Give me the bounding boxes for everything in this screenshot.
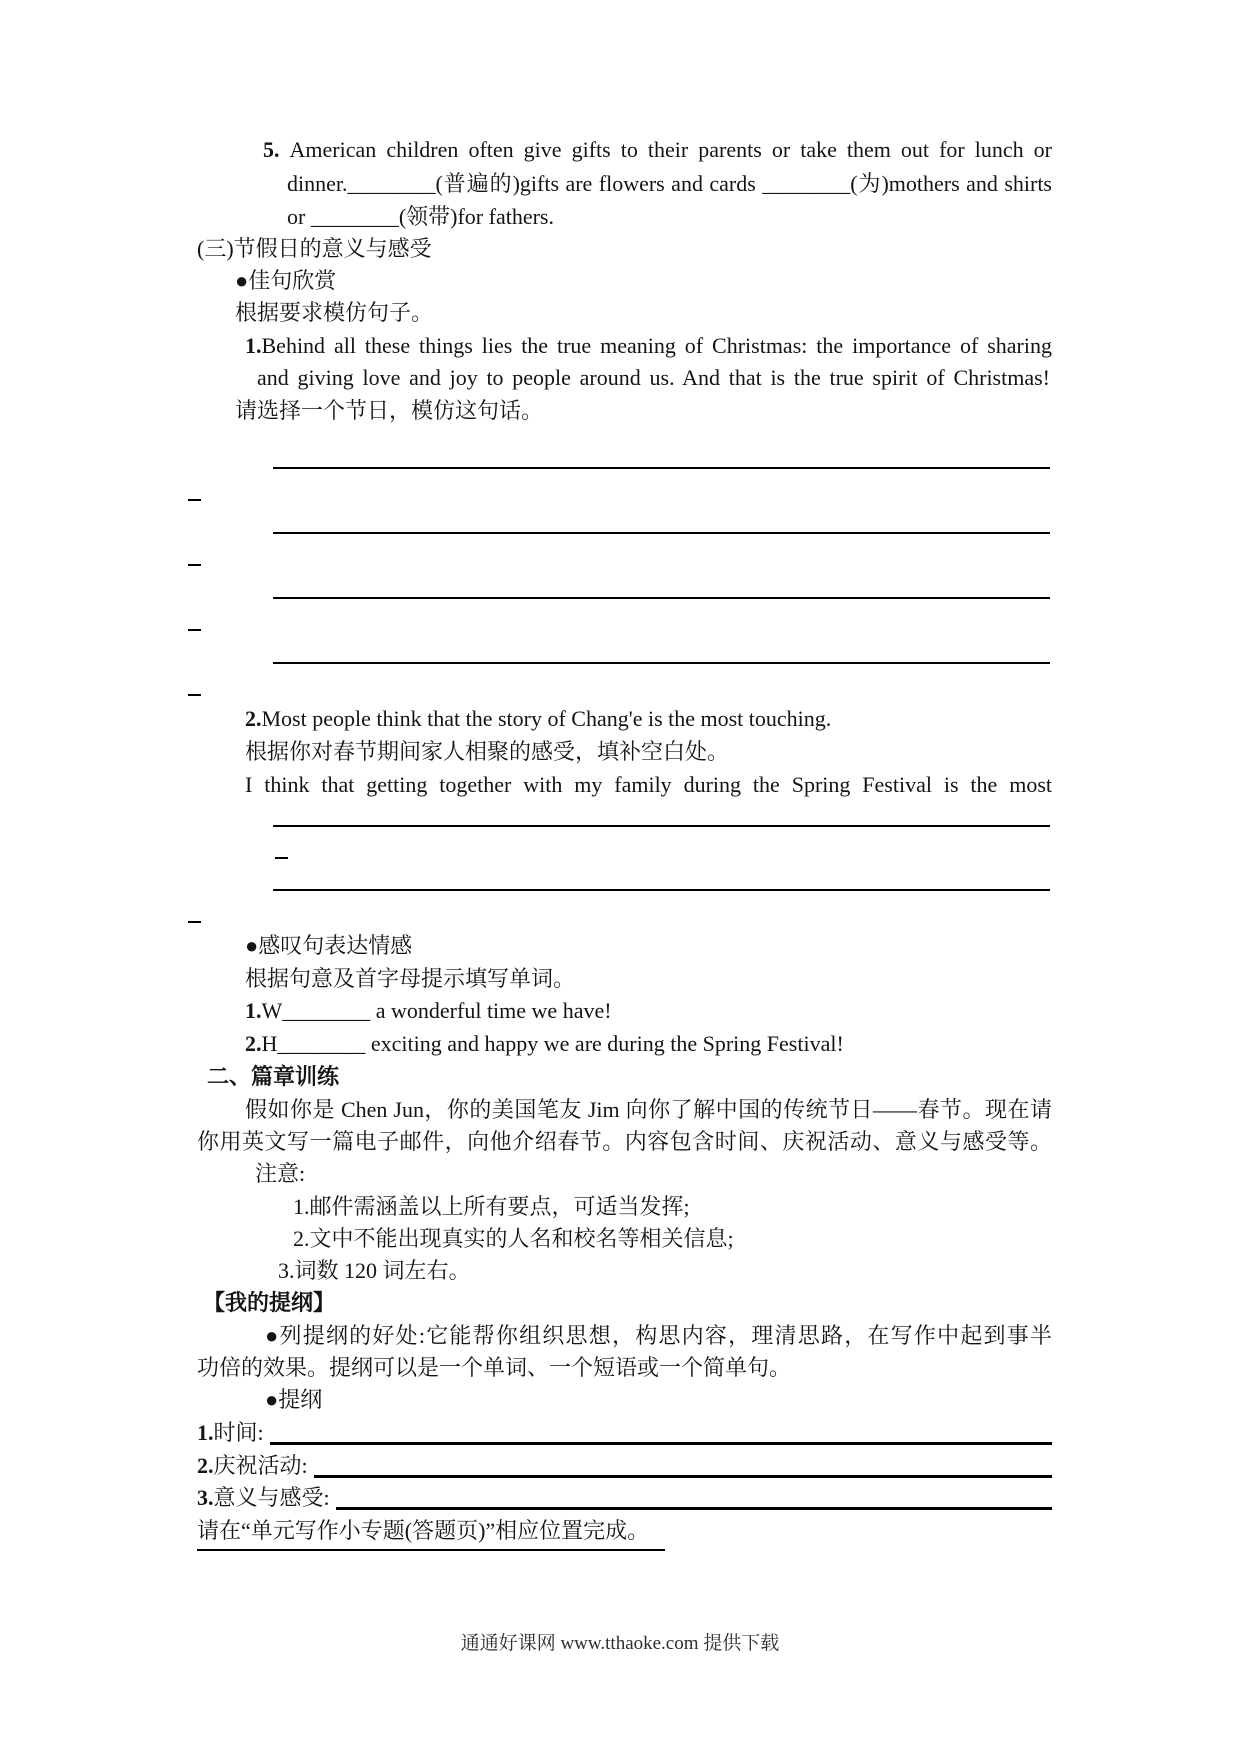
writing-line-stub bbox=[188, 921, 201, 923]
instruction-fill-words: 根据句意及首字母提示填写单词。 bbox=[245, 966, 576, 991]
question-5-line-1: 5. American children often give gifts to their parents or take them out for lunch or bbox=[263, 137, 1053, 162]
sentence-2-prompt: 根据你对春节期间家人相聚的感受，填补空白处。 bbox=[245, 739, 730, 764]
exclamation-blank-1: 1.W________ a wonderful time we have! bbox=[245, 998, 612, 1023]
bullet-icon: ● bbox=[265, 1387, 279, 1412]
sentence-1-number: 1. bbox=[245, 333, 262, 358]
note-item-3: 3.词数 120 词左右。 bbox=[278, 1258, 471, 1283]
passage-paragraph-line-2: 你用英文写一篇电子邮件，向他介绍春节。内容包含时间、庆祝活动、意义与感受等。 bbox=[197, 1129, 1052, 1154]
part3-heading: (三)节假日的意义与感受 bbox=[197, 236, 432, 261]
instruction-imitate-sentences: 根据要求模仿句子。 bbox=[235, 300, 434, 325]
exclamation-2-number: 2. bbox=[245, 1031, 262, 1056]
writing-line bbox=[273, 662, 1050, 664]
exclamation-blank-2: 2.H________ exciting and happy we are during the Spring Festival! bbox=[245, 1031, 844, 1056]
writing-line bbox=[273, 889, 1050, 891]
outline-item-meaning: 3.意义与感受: bbox=[197, 1482, 1052, 1514]
note-item-2: 2.文中不能出现真实的人名和校名等相关信息; bbox=[293, 1226, 734, 1251]
outline-item-time: 1.时间: bbox=[197, 1417, 1052, 1449]
section-two-heading: 二、篇章训练 bbox=[207, 1064, 340, 1089]
passage-paragraph-line-1: 假如你是 Chen Jun，你的美国笔友 Jim 向你了解中国的传统节日——春节。现在请 bbox=[245, 1097, 1052, 1122]
writing-line-stub bbox=[188, 564, 201, 566]
sentence-2-number: 2. bbox=[245, 706, 262, 731]
writing-line-stub bbox=[188, 694, 201, 696]
sentence-2-text: 2.Most people think that the story of Chang'e is the most touching. bbox=[245, 706, 832, 731]
outline-item-3-number: 3. bbox=[197, 1485, 214, 1510]
outline-blank-line bbox=[336, 1482, 1052, 1510]
bullet-heading-exclamatory: ●感叹句表达情感 bbox=[245, 933, 413, 958]
writing-line-stub bbox=[275, 857, 288, 859]
writing-line-stub bbox=[188, 629, 201, 631]
notes-label: 注意: bbox=[255, 1161, 306, 1186]
writing-line-stub bbox=[188, 499, 201, 501]
final-instruction: 请在“单元写作小专题(答题页)”相应位置完成。 bbox=[197, 1515, 665, 1551]
writing-line bbox=[273, 467, 1050, 469]
writing-line bbox=[273, 597, 1050, 599]
sentence-1-line-2: and giving love and joy to people around us. And that is the true spirit of Christmas! bbox=[257, 365, 1050, 390]
sentence-2-starter: I think that getting together with my family during the Spring Festival is the most bbox=[245, 772, 1052, 797]
outline-item-2-number: 2. bbox=[197, 1453, 214, 1478]
bullet-icon: ● bbox=[245, 933, 259, 958]
outline-blank-line bbox=[270, 1417, 1052, 1445]
outline-item-activities: 2.庆祝活动: bbox=[197, 1450, 1052, 1482]
exclamation-1-number: 1. bbox=[245, 998, 262, 1023]
note-item-1: 1.邮件需涵盖以上所有要点，可适当发挥; bbox=[293, 1194, 690, 1219]
writing-line bbox=[273, 825, 1050, 827]
sentence-1-line-1: 1.Behind all these things lies the true meaning of Christmas: the importance of sharing bbox=[245, 333, 1052, 358]
question-5-number: 5. bbox=[263, 137, 290, 162]
bullet-heading-sentence-appreciation: ●佳句欣赏 bbox=[235, 268, 337, 293]
bullet-icon: ● bbox=[235, 268, 249, 293]
outline-heading: 【我的提纲】 bbox=[203, 1290, 336, 1315]
question-5-line-2: dinner.________(普遍的)gifts are flowers and cards ________(为)mothers and shirts bbox=[287, 171, 1052, 196]
sentence-1-prompt: 请选择一个节日，模仿这句话。 bbox=[235, 398, 544, 423]
outline-item-1-number: 1. bbox=[197, 1420, 214, 1445]
bullet-heading-outline: ●提纲 bbox=[265, 1387, 323, 1412]
question-5-line-3: or ________(领带)for fathers. bbox=[287, 204, 554, 229]
outline-blank-line bbox=[314, 1450, 1052, 1478]
writing-line bbox=[273, 532, 1050, 534]
outline-tip-line-2: 功倍的效果。提纲可以是一个单词、一个短语或一个简单句。 bbox=[197, 1355, 792, 1380]
bullet-icon: ● bbox=[265, 1323, 280, 1348]
footer-watermark: 通通好课网 www.tthaoke.com 提供下载 bbox=[460, 1633, 780, 1654]
outline-tip-line-1: ●列提纲的好处:它能帮你组织思想，构思内容，理清思路，在写作中起到事半 bbox=[265, 1323, 1052, 1348]
